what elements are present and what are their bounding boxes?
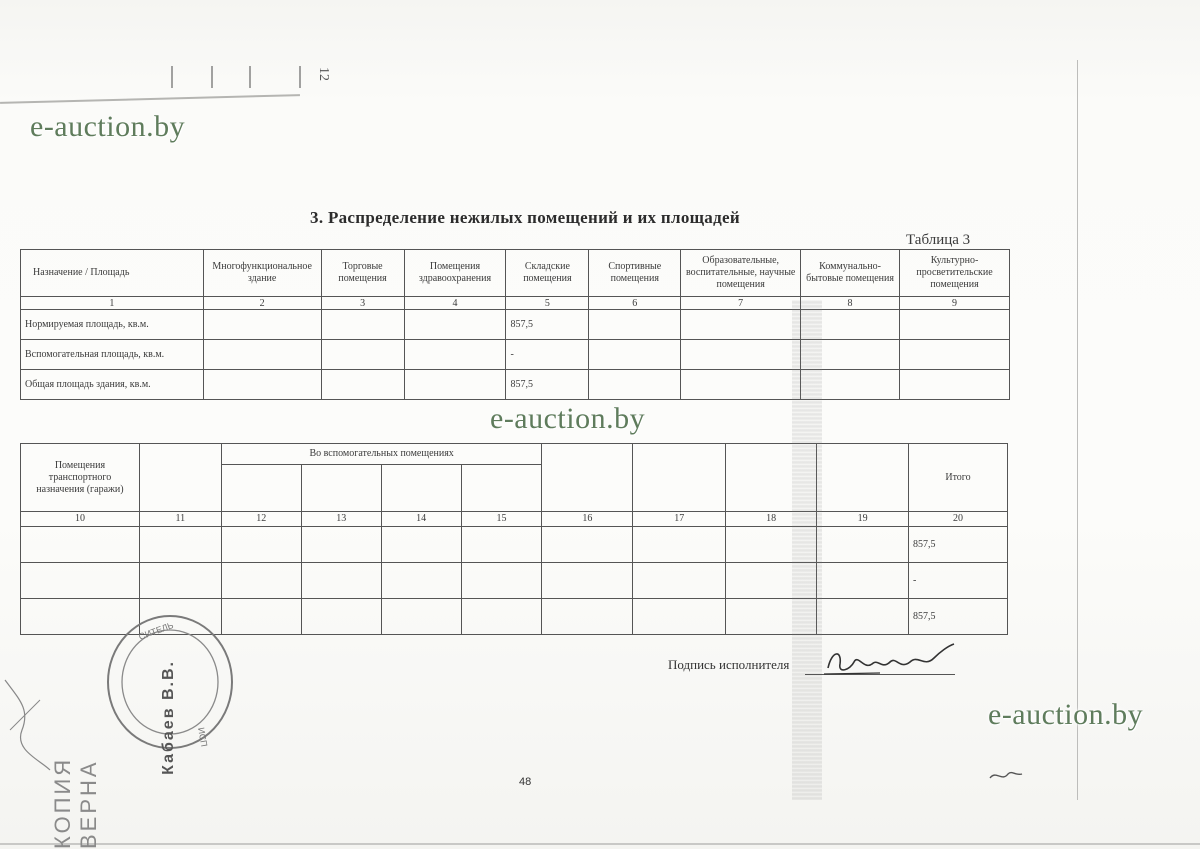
stamp-name: Кабаев В.В. — [160, 660, 177, 775]
column-number: 15 — [461, 512, 542, 527]
table-label: Таблица 3 — [906, 232, 971, 248]
table-cell — [542, 527, 633, 563]
table-cell: - — [909, 563, 1008, 599]
column-number: 3 — [321, 297, 404, 310]
column-number: 12 — [221, 512, 301, 527]
header-cell: Культурно-просветительские помещения — [900, 250, 1010, 297]
table-cell — [381, 527, 461, 563]
table-cell — [817, 599, 909, 635]
column-number: 19 — [817, 512, 909, 527]
header-cell: Торговые помещения — [321, 250, 404, 297]
header-cell: Коммунально-бытовые помещения — [801, 250, 900, 297]
table-cell — [203, 310, 321, 340]
table-cell — [681, 340, 801, 370]
area-distribution-table — [20, 249, 1010, 400]
header-cell: Спортивные помещения — [589, 250, 681, 297]
column-number: 18 — [726, 512, 817, 527]
header-cell: Складские помещения — [506, 250, 589, 297]
binder-marks — [160, 62, 340, 92]
table-cell — [21, 527, 140, 563]
table-cell — [139, 563, 221, 599]
corner-mark — [986, 766, 1026, 786]
column-number: 16 — [542, 512, 633, 527]
table-cell — [321, 310, 404, 340]
table-cell — [21, 563, 140, 599]
table-cell — [381, 563, 461, 599]
watermark-bottom-right: e-auction.by — [988, 698, 1144, 731]
header-cell: Образовательные, воспитательные, научные помещения — [681, 250, 801, 297]
header-cell: Назначение / Площадь — [21, 250, 204, 297]
table-cell — [404, 310, 506, 340]
column-number: 10 — [21, 512, 140, 527]
table-cell — [681, 310, 801, 340]
table-cell — [633, 527, 726, 563]
top-mark: 12 — [316, 67, 331, 81]
page-number: 48 — [519, 776, 532, 788]
table-cell — [817, 563, 909, 599]
scan-edge-right — [1077, 60, 1078, 800]
table-cell — [900, 370, 1010, 400]
svg-text:СИТЕЛЬ: СИТЕЛЬ — [137, 620, 175, 642]
table-row — [21, 370, 1010, 400]
table-cell — [589, 310, 681, 340]
table-cell — [404, 340, 506, 370]
table-row — [21, 527, 1008, 563]
scan-noise — [792, 300, 822, 800]
column-number: 6 — [589, 297, 681, 310]
header-cell-total: Итого — [909, 444, 1008, 512]
table-cell — [321, 370, 404, 400]
column-number: 9 — [900, 297, 1010, 310]
header-cell — [301, 465, 381, 512]
table-cell — [542, 563, 633, 599]
column-number: 14 — [381, 512, 461, 527]
row-label: Общая площадь здания, кв.м. — [21, 370, 204, 400]
signature-scribble — [820, 640, 960, 685]
table-cell — [139, 527, 221, 563]
table-cell — [221, 563, 301, 599]
header-cell — [461, 465, 542, 512]
table-header-row — [21, 444, 1008, 465]
table-cell: - — [506, 340, 589, 370]
table-cell: 857,5 — [506, 370, 589, 400]
table-cell — [900, 340, 1010, 370]
table-cell: 857,5 — [909, 599, 1008, 635]
table-cell — [301, 599, 381, 635]
header-group-cell: Во вспомогательных помещениях — [221, 444, 542, 465]
table-cell — [633, 599, 726, 635]
table-cell — [301, 563, 381, 599]
scan-edge-top — [0, 94, 300, 104]
table-cell — [817, 527, 909, 563]
column-number: 5 — [506, 297, 589, 310]
column-number: 8 — [801, 297, 900, 310]
table-cell — [542, 599, 633, 635]
header-cell — [221, 465, 301, 512]
table-cell: 857,5 — [909, 527, 1008, 563]
column-number: 7 — [681, 297, 801, 310]
header-cell: Помещения здравоохранения — [404, 250, 506, 297]
signature-label: Подпись исполнителя — [668, 657, 790, 672]
section-title: 3. Распределение нежилых помещений и их площадей — [310, 208, 740, 227]
table-cell — [203, 370, 321, 400]
table-cell — [633, 563, 726, 599]
row-label: Нормируемая площадь, кв.м. — [21, 310, 204, 340]
table-cell — [461, 599, 542, 635]
header-cell: Помещения транспортного назначения (гаражи) — [21, 444, 140, 512]
table-cell — [461, 563, 542, 599]
column-number-row — [21, 297, 1010, 310]
table-cell — [589, 340, 681, 370]
column-number: 17 — [633, 512, 726, 527]
header-cell — [633, 444, 726, 512]
column-number: 1 — [21, 297, 204, 310]
column-number-row — [21, 512, 1008, 527]
watermark-center: e-auction.by — [490, 402, 646, 435]
header-cell — [817, 444, 909, 512]
scribble-left — [0, 670, 60, 780]
table-header-row — [21, 250, 1010, 297]
column-number: 2 — [203, 297, 321, 310]
scan-edge-bottom — [0, 843, 1200, 845]
table-cell — [900, 310, 1010, 340]
table-cell — [321, 340, 404, 370]
table-cell — [203, 340, 321, 370]
row-label: Вспомогательная площадь, кв.м. — [21, 340, 204, 370]
table-cell — [221, 527, 301, 563]
column-number: 20 — [909, 512, 1008, 527]
watermark-top-left: e-auction.by — [30, 110, 186, 143]
header-cell — [381, 465, 461, 512]
table-cell — [461, 527, 542, 563]
table-cell: 857,5 — [506, 310, 589, 340]
auxiliary-areas-table — [20, 443, 1008, 635]
svg-text:ИСП: ИСП — [196, 726, 210, 748]
header-cell — [139, 444, 221, 512]
table-cell — [381, 599, 461, 635]
table-cell — [404, 370, 506, 400]
copy-certified-stamp: КОПИЯ ВЕРНА — [50, 756, 101, 849]
column-number: 4 — [404, 297, 506, 310]
table-row — [21, 310, 1010, 340]
table-cell — [589, 370, 681, 400]
table-row — [21, 340, 1010, 370]
column-number: 13 — [301, 512, 381, 527]
table-cell — [681, 370, 801, 400]
column-number: 11 — [139, 512, 221, 527]
table-cell — [301, 527, 381, 563]
header-cell — [542, 444, 633, 512]
header-cell: Многофункциональное здание — [203, 250, 321, 297]
table-row — [21, 563, 1008, 599]
